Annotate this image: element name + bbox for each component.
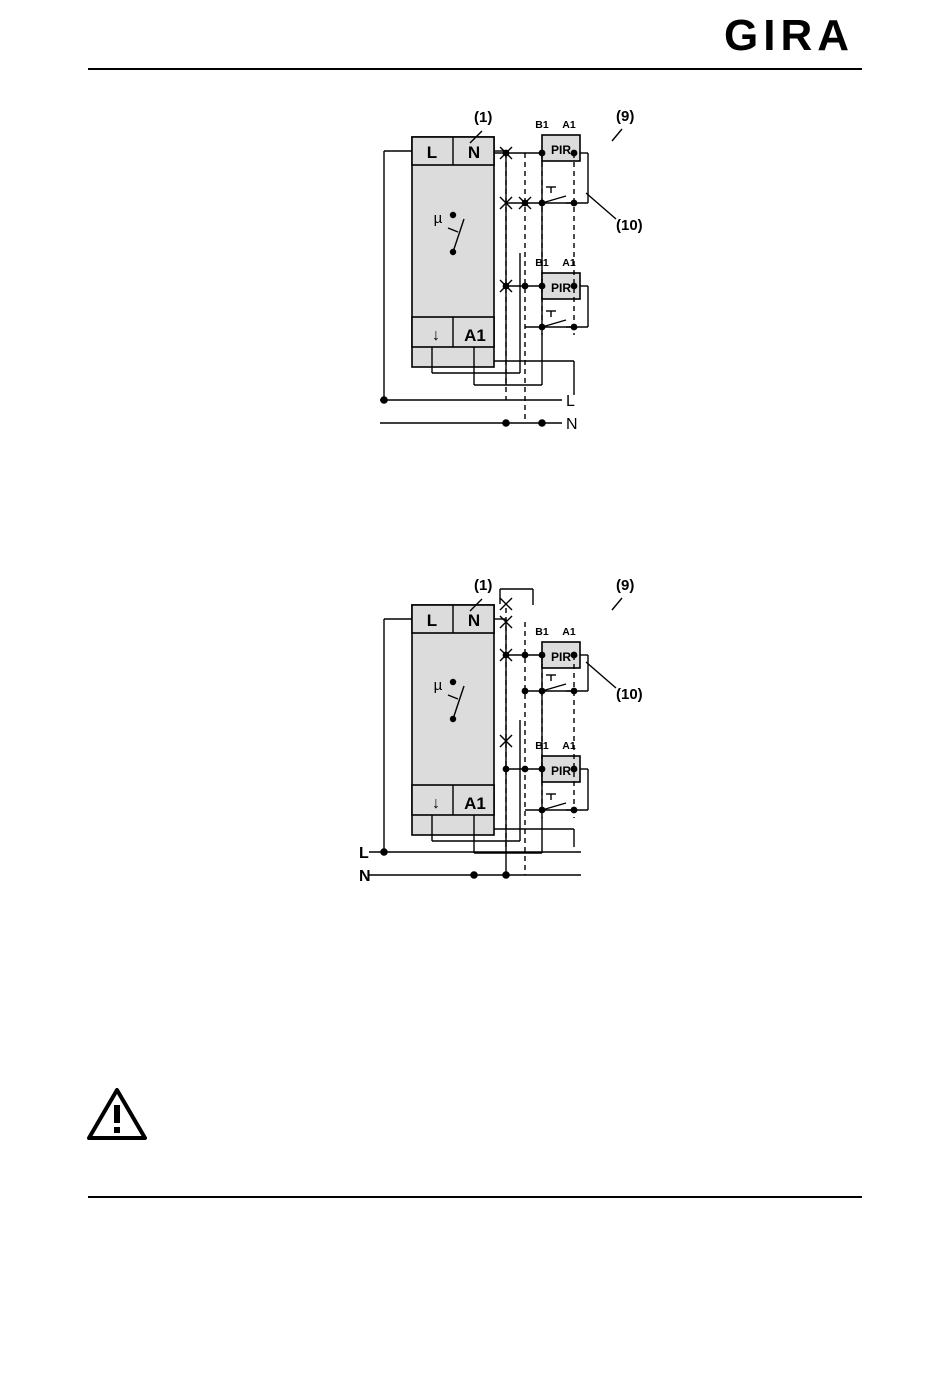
sensor-1-label: PIR — [550, 650, 572, 664]
relay-symbol-mu: µ — [433, 677, 443, 694]
callout-10: (10) — [616, 217, 643, 234]
sensor-1-terminal-A1: A1 — [562, 626, 576, 638]
warning-triangle-icon — [86, 1086, 148, 1142]
callout-9: (9) — [616, 108, 635, 125]
sensor-2-label: PIR — [550, 281, 572, 295]
header-divider — [88, 68, 862, 70]
terminal-label-A1: A1 — [464, 326, 486, 345]
mains-label-L: L — [359, 845, 369, 862]
sensor-2-terminal-A1: A1 — [562, 257, 576, 269]
sensor-1-terminal-A1: A1 — [562, 119, 576, 131]
terminal-label-arrow: ↓ — [432, 327, 440, 344]
footer-divider — [88, 1196, 862, 1198]
callout-1: (1) — [474, 109, 493, 126]
sensor-2-terminal-B1: B1 — [535, 740, 549, 752]
callout-1: (1) — [474, 577, 493, 594]
terminal-label-A1: A1 — [464, 794, 486, 813]
terminal-label-arrow: ↓ — [432, 795, 440, 812]
mains-label-L: L — [566, 393, 575, 410]
callout-9: (9) — [616, 577, 635, 594]
sensor-1-terminal-B1: B1 — [535, 626, 549, 638]
terminal-label-N: N — [467, 611, 481, 630]
terminal-label-L: L — [426, 143, 438, 162]
mains-label-N: N — [566, 416, 578, 433]
terminal-label-L: L — [426, 611, 438, 630]
sensor-1-terminal-B1: B1 — [535, 119, 549, 131]
mains-label-N: N — [359, 868, 371, 885]
sensor-2-label: PIR — [550, 764, 572, 778]
callout-10: (10) — [616, 686, 643, 703]
wiring-diagram-2 — [355, 560, 655, 890]
wiring-diagram-1 — [370, 95, 670, 440]
sensor-2-terminal-A1: A1 — [562, 740, 576, 752]
brand-logo: GIRA — [724, 11, 854, 60]
sensor-2-terminal-B1: B1 — [535, 257, 549, 269]
terminal-label-N: N — [467, 143, 481, 162]
sensor-1-label: PIR — [550, 143, 572, 157]
relay-symbol-mu: µ — [433, 210, 443, 227]
